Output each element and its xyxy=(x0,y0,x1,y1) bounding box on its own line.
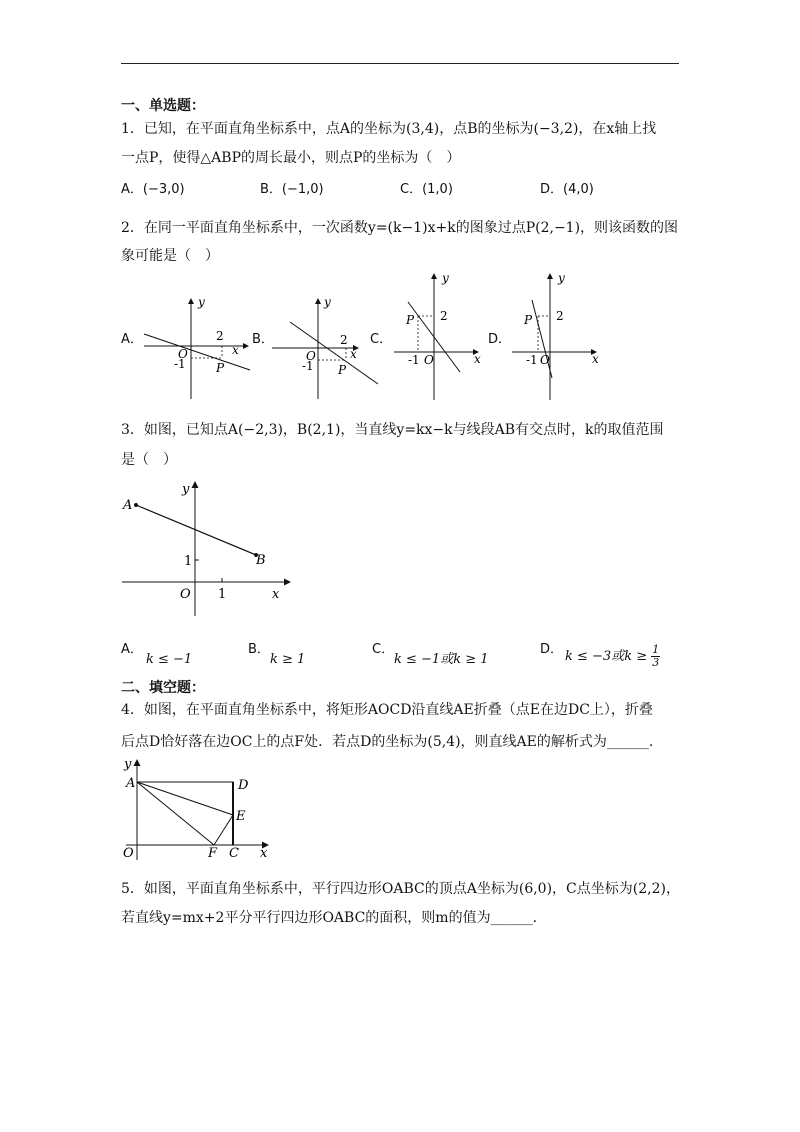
q2b-x-label: x xyxy=(350,347,357,361)
q4-origin-label: O xyxy=(123,846,134,861)
q5-line2: 若直线y=mx+2平分平行四边形OABC的面积，则m的值为______. xyxy=(121,910,538,926)
q2-option-b[interactable]: B． xyxy=(252,332,274,347)
q3-point-b-label: B xyxy=(256,553,266,568)
q3-x-tick-label: 1 xyxy=(218,587,227,602)
q3-x-axis-label: x xyxy=(272,587,280,602)
q2a-two-label: 2 xyxy=(216,329,224,343)
q3-line2: 是（ ） xyxy=(121,452,177,468)
section-title-single-choice: 一、单选题： xyxy=(121,98,205,114)
q4-x-axis-label: x xyxy=(260,846,268,861)
q1-line2: 一点P，使得△ABP的周长最小，则点P的坐标为（ ） xyxy=(121,150,461,166)
q2d-y-label: y xyxy=(558,271,565,285)
q2-line1: 2．在同一平面直角坐标系中，一次函数y=(k−1)x+k的图象过点P(2,−1)，则该函数的图 xyxy=(121,220,679,236)
q4-point-f-label: F xyxy=(208,846,218,861)
header-rule xyxy=(121,63,679,64)
q3-option-b[interactable]: k ≥ 1 xyxy=(270,652,306,667)
q2-graph-a[interactable] xyxy=(138,296,258,401)
q1-option-d[interactable]: D．(4,0) xyxy=(540,182,594,197)
q3-option-a[interactable]: k ≤ −1 xyxy=(146,652,193,667)
q2-option-d[interactable]: D． xyxy=(488,332,512,347)
q1-option-a[interactable]: A．(−3,0) xyxy=(121,182,185,197)
q4-point-a-label: A xyxy=(126,776,136,791)
q2d-o-label: O xyxy=(540,353,550,367)
q2-option-c[interactable]: C． xyxy=(370,332,393,347)
q3-option-d-label[interactable]: D． xyxy=(540,642,564,657)
q3-point-a-label: A xyxy=(123,498,133,513)
q2c-o-label: O xyxy=(424,353,434,367)
q2b-p-label: P xyxy=(338,363,347,377)
q2b-neg1-label: -1 xyxy=(302,359,314,373)
q2c-y-label: y xyxy=(442,271,449,285)
q2b-o-label: O xyxy=(306,349,316,363)
q2d-two-label: 2 xyxy=(556,309,564,323)
q3-option-c-label[interactable]: C． xyxy=(372,642,395,657)
q2a-neg1-label: -1 xyxy=(174,357,186,371)
q3-figure xyxy=(118,478,298,618)
q3-option-a-label[interactable]: A． xyxy=(121,642,143,657)
q2b-two-label: 2 xyxy=(340,333,348,347)
q2b-y-label: y xyxy=(324,296,331,309)
q3-line1: 3．如图，已知点A(−2,3)，B(2,1)，当直线y=kx−k与线段AB有交点时，k的取值范围 xyxy=(121,422,664,438)
q3-option-d-fraction: $\frac{1}{3}$ xyxy=(652,643,660,669)
q4-point-c-label: C xyxy=(229,846,239,861)
q3-option-d[interactable]: k ≤ −3或k ≥ $\frac{1}{3}$ xyxy=(565,643,660,669)
q4-line2: 后点D恰好落在边OC上的点F处．若点D的坐标为(5,4)，则直线AE的解析式为______. xyxy=(121,734,654,750)
q3-option-c[interactable]: k ≤ −1或k ≥ 1 xyxy=(394,652,489,667)
q2-graph-c[interactable] xyxy=(390,270,490,402)
section-title-fill-blank: 二、填空题： xyxy=(121,680,205,696)
q2a-y-label: y xyxy=(198,296,205,309)
q2c-p-label: P xyxy=(406,313,415,327)
q4-figure xyxy=(118,756,278,866)
q1-option-c[interactable]: C．(1,0) xyxy=(400,182,453,197)
q2d-p-label: P xyxy=(524,313,533,327)
q3-y-axis-label: y xyxy=(182,482,190,497)
q4-y-axis-label: y xyxy=(124,757,132,772)
q2-graph-b[interactable] xyxy=(266,296,386,401)
q4-point-d-label: D xyxy=(238,778,249,793)
q3-origin-label: O xyxy=(180,587,191,602)
q2d-neg1-label: -1 xyxy=(526,353,538,367)
q4-line1: 4．如图，在平面直角坐标系中，将矩形AOCD沿直线AE折叠（点E在边DC上），折叠 xyxy=(121,702,653,718)
q2d-x-label: x xyxy=(592,352,599,366)
q2-graph-d[interactable] xyxy=(508,270,608,402)
q2c-x-label: x xyxy=(474,352,481,366)
q2c-two-label: 2 xyxy=(440,309,448,323)
q2a-p-label: P xyxy=(216,361,225,375)
q2c-neg1-label: -1 xyxy=(408,353,420,367)
q1-line1: 1．已知，在平面直角坐标系中，点A的坐标为(3,4)，点B的坐标为(−3,2)，在x轴上找 xyxy=(121,121,657,137)
q3-y-tick-label: 1 xyxy=(184,554,193,569)
q1-option-b[interactable]: B．(−1,0) xyxy=(260,182,324,197)
q3-option-b-label[interactable]: B． xyxy=(248,642,270,657)
q2-line2: 象可能是（ ） xyxy=(121,248,219,264)
q2a-x-label: x xyxy=(232,343,239,357)
q5-line1: 5．如图，平面直角坐标系中，平行四边形OABC的顶点A坐标为(6,0)，C点坐标为(2,2)， xyxy=(121,881,680,897)
q2-option-a[interactable]: A． xyxy=(121,332,143,347)
q4-point-e-label: E xyxy=(236,809,246,824)
q2a-o-label: O xyxy=(178,347,188,361)
